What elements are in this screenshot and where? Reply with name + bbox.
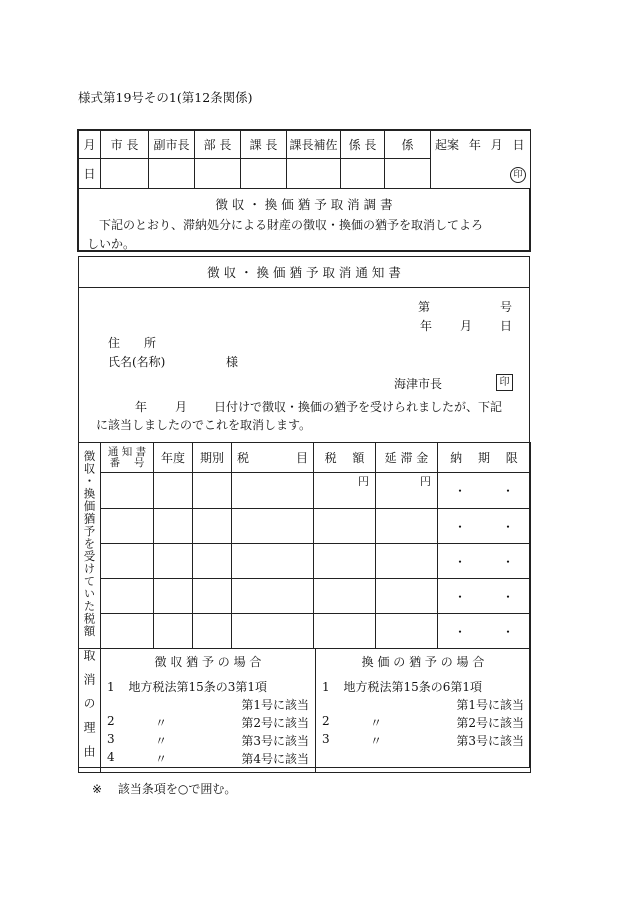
collection-item-1-clause[interactable]: 第1号に該当 bbox=[241, 698, 309, 712]
draft-date-label: 起案 年 月 日 bbox=[435, 138, 525, 152]
cell-amount[interactable] bbox=[314, 509, 376, 544]
cell-tax-item[interactable] bbox=[232, 614, 314, 649]
cell-fiscal-year[interactable] bbox=[154, 544, 193, 579]
ditto-mark: 〃 bbox=[370, 734, 383, 748]
approval-col-assistant-chief: 課長補佐 bbox=[287, 131, 341, 159]
reasons-side-label: 取消の理由 bbox=[82, 649, 96, 769]
cell-late-fee[interactable] bbox=[376, 544, 438, 579]
cell-notice-no[interactable] bbox=[101, 544, 154, 579]
collection-item-1[interactable] bbox=[107, 678, 309, 696]
item-number: 3 bbox=[322, 732, 330, 746]
stamp-mark: 印 bbox=[510, 167, 526, 183]
cell-tax-item[interactable] bbox=[232, 509, 314, 544]
cell-period[interactable] bbox=[193, 544, 232, 579]
cell-amount[interactable] bbox=[314, 579, 376, 614]
header-deadline: 納 期 限 bbox=[438, 443, 531, 473]
yen-label: 円 bbox=[358, 475, 369, 488]
inquiry-line-2: しいか。 bbox=[87, 237, 136, 251]
table-row bbox=[79, 473, 531, 509]
cell-amount[interactable] bbox=[314, 544, 376, 579]
cell-period[interactable] bbox=[193, 579, 232, 614]
day-label: 日 bbox=[79, 159, 101, 189]
yen-label: 円 bbox=[420, 475, 431, 488]
notice-year: 年 bbox=[420, 319, 433, 333]
item-number: 1 bbox=[322, 680, 330, 694]
header-notice-no bbox=[101, 443, 154, 473]
cell-deadline[interactable] bbox=[438, 579, 531, 614]
collection-reasons bbox=[101, 649, 316, 773]
header-fiscal-year: 年度 bbox=[154, 443, 193, 473]
ditto-mark: 〃 bbox=[155, 752, 168, 766]
cell-deadline[interactable] bbox=[438, 473, 531, 509]
address-label: 住 所 bbox=[108, 336, 157, 350]
date-dots: ・ ・ bbox=[453, 589, 514, 604]
notice-title-divider bbox=[78, 287, 530, 288]
cell-deadline[interactable] bbox=[438, 544, 531, 579]
notice-title: 徴 収 ・ 換 価 猶 予 取 消 通 知 書 bbox=[207, 265, 401, 280]
item-law: 地方税法第15条の6第1項 bbox=[343, 680, 483, 694]
tax-side-label-cell bbox=[79, 443, 101, 649]
cell-tax-item[interactable] bbox=[232, 544, 314, 579]
cell-late-fee[interactable] bbox=[376, 579, 438, 614]
date-dots: ・ ・ bbox=[453, 484, 514, 498]
item-number: 2 bbox=[107, 714, 115, 728]
notice-day: 日 bbox=[500, 319, 513, 333]
item-clause: 第2号に該当 bbox=[241, 716, 309, 730]
table-row bbox=[79, 579, 531, 614]
tax-side-label: 徴収・換価猶予を受けていた税額 bbox=[82, 450, 97, 638]
item-clause: 第3号に該当 bbox=[241, 734, 309, 748]
header-tax-item-2: 目 bbox=[295, 451, 308, 465]
body-year: 年 bbox=[135, 400, 148, 414]
cell-fiscal-year[interactable] bbox=[154, 614, 193, 649]
ditto-mark: 〃 bbox=[155, 716, 168, 730]
header-notice-no-bottom: 番 号 bbox=[109, 456, 145, 469]
cell-deadline[interactable] bbox=[438, 509, 531, 544]
cell-tax-item[interactable] bbox=[232, 579, 314, 614]
conversion-title: 換 価 の 猶 予 の 場 合 bbox=[361, 655, 485, 669]
inquiry-line-1: 下記のとおり、滞納処分による財産の徴収・換価の猶予を取消してよろ bbox=[99, 218, 484, 232]
conversion-item-3[interactable] bbox=[322, 732, 524, 750]
item-number: 2 bbox=[322, 714, 330, 728]
month-label: 月 bbox=[79, 131, 101, 159]
reasons-table bbox=[78, 648, 531, 773]
honorific: 様 bbox=[226, 355, 239, 369]
cell-notice-no[interactable] bbox=[101, 579, 154, 614]
conversion-item-2[interactable] bbox=[322, 714, 524, 732]
cell-notice-no[interactable] bbox=[101, 509, 154, 544]
approval-col-deputy-mayor: 副市長 bbox=[149, 131, 195, 159]
number-label: 第 bbox=[418, 300, 431, 314]
body-line-1: 日付けで徴収・換価の猶予を受けられましたが、下記 bbox=[214, 400, 503, 414]
table-row bbox=[79, 614, 531, 649]
conversion-item-1[interactable] bbox=[322, 678, 524, 696]
item-clause: 第2号に該当 bbox=[456, 716, 524, 730]
mayor-name: 海津市長 bbox=[394, 377, 443, 391]
collection-item-2[interactable] bbox=[107, 714, 309, 732]
item-number: 4 bbox=[107, 750, 115, 764]
conversion-reasons bbox=[316, 649, 531, 773]
date-dots: ・ ・ bbox=[453, 554, 514, 569]
approval-col-section-chief: 課 長 bbox=[241, 131, 287, 159]
cell-period[interactable] bbox=[193, 509, 232, 544]
cell-tax-item[interactable] bbox=[232, 473, 314, 509]
item-law: 地方税法第15条の3第1項 bbox=[128, 680, 268, 694]
approval-col-mayor: 市 長 bbox=[101, 131, 149, 159]
number-suffix: 号 bbox=[500, 300, 513, 314]
cell-amount[interactable] bbox=[314, 614, 376, 649]
footnote bbox=[92, 780, 236, 797]
header-late-fee: 延 滞 金 bbox=[376, 443, 438, 473]
header-notice-no-top: 通 知 書 bbox=[107, 445, 147, 458]
item-number: 3 bbox=[107, 732, 115, 746]
cell-late-fee[interactable] bbox=[376, 614, 438, 649]
table-row bbox=[79, 544, 531, 579]
item-number: 1 bbox=[107, 680, 115, 694]
tax-table bbox=[78, 442, 531, 773]
header-tax-item bbox=[232, 443, 314, 473]
cell-late-fee[interactable] bbox=[376, 509, 438, 544]
header-amount: 税 額 bbox=[314, 443, 376, 473]
date-dots: ・ ・ bbox=[453, 519, 514, 534]
notice-month: 月 bbox=[460, 319, 473, 333]
table-row bbox=[79, 509, 531, 544]
date-dots: ・ ・ bbox=[453, 624, 514, 639]
reasons-side-label-cell bbox=[79, 649, 101, 773]
cell-amount[interactable] bbox=[314, 473, 376, 509]
header-period: 期別 bbox=[193, 443, 232, 473]
ditto-mark: 〃 bbox=[155, 734, 168, 748]
item-clause: 第3号に該当 bbox=[456, 734, 524, 748]
name-label: 氏名(名称) bbox=[108, 355, 166, 369]
item-clause: 第4号に該当 bbox=[241, 752, 309, 766]
cell-notice-no[interactable] bbox=[101, 473, 154, 509]
approval-col-staff: 係 bbox=[385, 131, 431, 159]
cell-period[interactable] bbox=[193, 614, 232, 649]
cell-notice-no[interactable] bbox=[101, 614, 154, 649]
footnote-text: 該当条項を○で囲む。 bbox=[117, 782, 237, 796]
cell-period[interactable] bbox=[193, 473, 232, 509]
form-label: 様式第19号その1(第12条関係) bbox=[78, 90, 253, 105]
cell-late-fee[interactable] bbox=[376, 473, 438, 509]
body-line-2: に該当しましたのでこれを取消します。 bbox=[96, 418, 312, 432]
header-tax-item-1: 税 bbox=[237, 451, 250, 465]
approval-col-director: 部 長 bbox=[195, 131, 241, 159]
mayor-seal: 印 bbox=[496, 374, 513, 391]
approval-col-unit-chief: 係 長 bbox=[341, 131, 385, 159]
inquiry-title: 徴 収 ・ 換 価 猶 予 取 消 調 書 bbox=[215, 197, 393, 212]
footnote-mark: ※ bbox=[92, 782, 103, 796]
cell-fiscal-year[interactable] bbox=[154, 473, 193, 509]
collection-item-3[interactable] bbox=[107, 732, 309, 750]
collection-title: 徴 収 猶 予 の 場 合 bbox=[154, 655, 262, 669]
cell-deadline[interactable] bbox=[438, 614, 531, 649]
ditto-mark: 〃 bbox=[370, 716, 383, 730]
approval-frame bbox=[77, 129, 531, 252]
conversion-item-1-clause[interactable]: 第1号に該当 bbox=[456, 698, 524, 712]
body-month: 月 bbox=[175, 400, 188, 414]
cell-fiscal-year[interactable] bbox=[154, 579, 193, 614]
cell-fiscal-year[interactable] bbox=[154, 509, 193, 544]
collection-item-4[interactable] bbox=[107, 750, 309, 768]
